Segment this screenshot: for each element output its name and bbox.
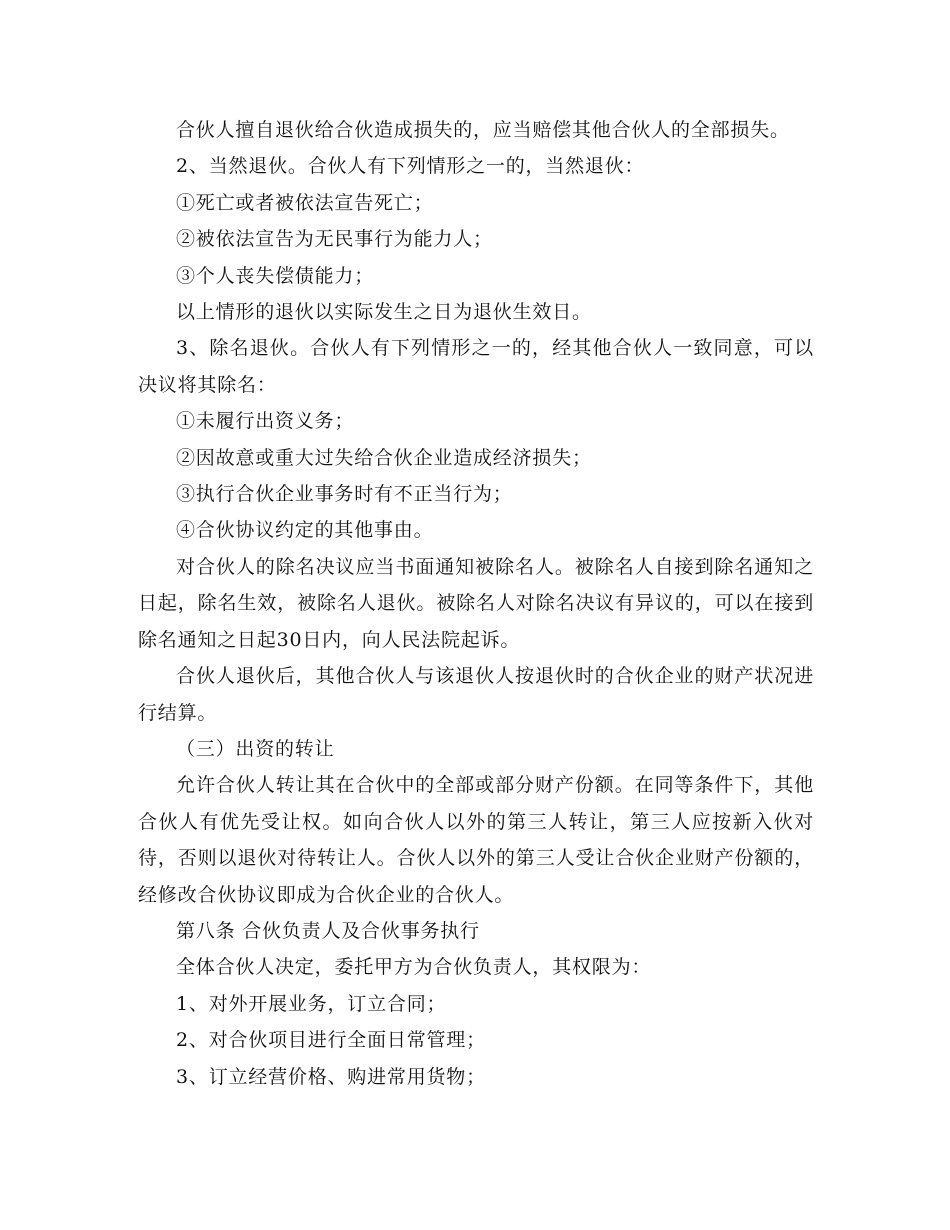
paragraph-expulsion: 3、除名退伙。合伙人有下列情形之一的，经其他合伙人一致同意，可以决议将其除名：: [138, 337, 814, 396]
list-item-misconduct: ③执行合伙企业事务时有不正当行为；: [176, 483, 513, 506]
list-item-incapacity: ②被依法宣告为无民事行为能力人；: [176, 228, 493, 251]
list-item-death: ①死亡或者被依法宣告死亡；: [176, 191, 434, 214]
paragraph-transfer-rules: 允许合伙人转让其在合伙中的全部或部分财产份额。在同等条件下，其他合伙人有优先受让权。如向合伙人以外的第三人转让，第三人应按新入伙对待，否则以退伙对待转让人。合伙人以外的第三人受让合伙企业财产份额的，经修改合伙协议即成为合伙企业的合伙人。: [138, 774, 814, 906]
list-item-pricing: 3、订立经营价格、购进常用货物；: [176, 1065, 486, 1088]
list-item-negligence: ②因故意或重大过失给合伙企业造成经济损失；: [176, 446, 592, 469]
paragraph-settlement: 合伙人退伙后，其他合伙人与该退伙人按退伙时的合伙企业的财产状况进行结算。: [138, 665, 814, 724]
paragraph-expulsion-notice: 对合伙人的除名决议应当书面通知被除名人。被除名人自接到除名通知之日起，除名生效，被除名人退伙。被除名人对除名决议有异议的，可以在接到除名通知之日起30日内，向人民法院起诉。: [138, 555, 814, 651]
paragraph-automatic-withdrawal: 2、当然退伙。合伙人有下列情形之一的，当然退伙：: [176, 155, 645, 178]
article-heading-eight: 第八条 合伙负责人及合伙事务执行: [176, 919, 480, 942]
list-item-insolvency: ③个人丧失偿债能力；: [176, 264, 375, 287]
paragraph-authority: 全体合伙人决定，委托甲方为合伙负责人，其权限为：: [176, 956, 652, 979]
list-item-contracts: 1、对外开展业务，订立合同；: [176, 992, 447, 1015]
paragraph-unauthorized-withdrawal-liability: 合伙人擅自退伙给合伙造成损失的，应当赔偿其他合伙人的全部损失。: [176, 119, 790, 141]
list-item-other-causes: ④合伙协议约定的其他事由。: [176, 519, 434, 542]
list-item-unpaid-capital: ①未履行出资义务；: [176, 410, 355, 433]
section-heading-transfer: （三）出资的转让: [176, 737, 335, 760]
paragraph-effective-date: 以上情形的退伙以实际发生之日为退伙生效日。: [176, 301, 592, 324]
list-item-management: 2、对合伙项目进行全面日常管理；: [176, 1029, 486, 1052]
document-body: [138, 112, 814, 1095]
